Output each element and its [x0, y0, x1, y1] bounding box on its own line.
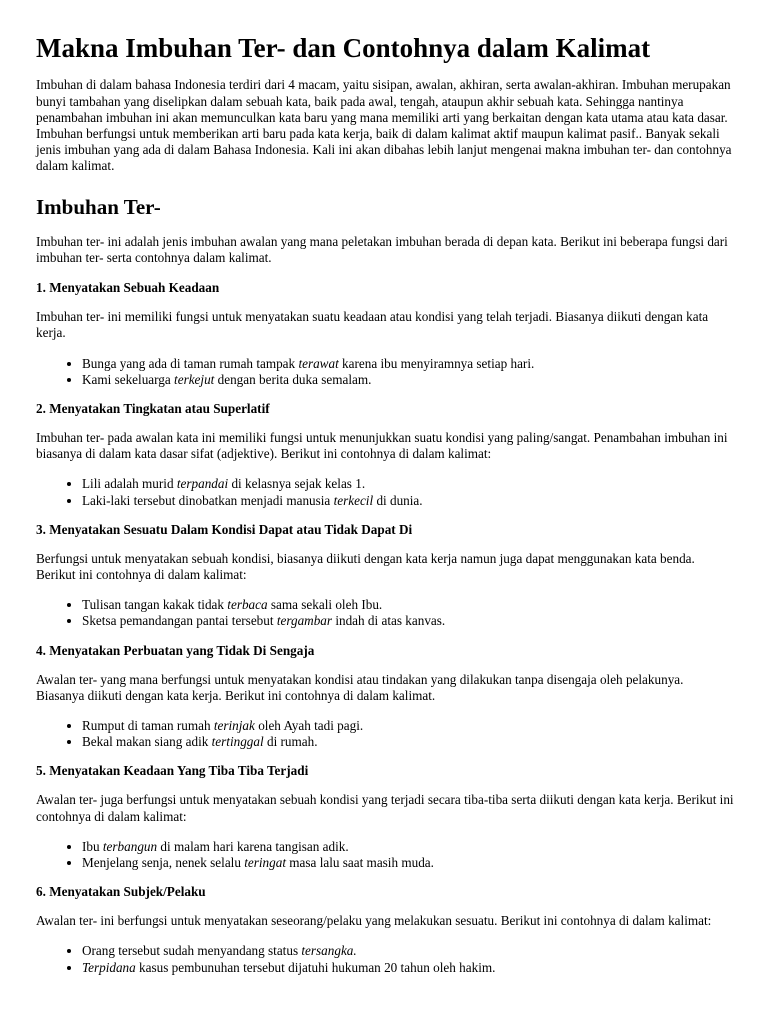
example-text-before: Bunga yang ada di taman rumah tampak: [82, 355, 299, 371]
example-text-after: di dunia.: [373, 492, 423, 508]
example-text-after: oleh Ayah tadi pagi.: [254, 718, 364, 734]
example-item: [82, 839, 734, 855]
example-text-before: Laki-laki tersebut dinobatkan menjadi manusia: [82, 492, 334, 508]
section-intro-paragraph: Imbuhan ter- ini adalah jenis imbuhan awalan yang mana peletakan imbuhan berada di depan kata. Berikut ini beberapa fungsi dari imbuhan ter- serta contohnya dalam kalimat.: [36, 233, 728, 265]
example-text-before: Tulisan tangan kakak tidak: [82, 597, 228, 613]
example-item: [82, 356, 734, 372]
example-text-after: di kelasnya sejak kelas 1.: [228, 476, 366, 492]
example-text-after: di rumah.: [263, 734, 318, 750]
example-item: [82, 718, 734, 734]
example-text-before: Kami sekeluarga: [82, 371, 175, 387]
example-text-after: indah di atas kanvas.: [332, 613, 446, 629]
example-text-after: masa lalu saat masih muda.: [286, 855, 434, 871]
example-keyword: terbangun: [102, 838, 158, 854]
example-item: [82, 943, 734, 959]
example-keyword: terpandai: [176, 476, 229, 492]
point-body: Awalan ter- yang mana berfungsi untuk menyatakan kondisi atau tindakan yang dilakukan tanpa disengaja oleh pelakunya. Biasanya diikuti dengan kata kerja. Berikut ini contohnya di dalam kalimat.: [36, 671, 684, 703]
example-item: [82, 855, 734, 871]
example-text-before: Sketsa pemandangan pantai tersebut: [82, 613, 277, 629]
example-keyword: terkejut: [174, 371, 215, 387]
point-body: Awalan ter- juga berfungsi untuk menyatakan sebuah kondisi yang terjadi secara tiba-tiba serta diikuti dengan kata kerja. Berikut ini contohnya di dalam kalimat:: [36, 792, 734, 824]
example-list: [36, 718, 734, 750]
example-item: [82, 597, 734, 613]
example-keyword: terinjak: [213, 718, 255, 734]
example-text-before: Orang tersebut sudah menyandang status: [82, 943, 302, 959]
point-heading: 3. Menyatakan Sesuatu Dalam Kondisi Dapat atau Tidak Dapat Di: [36, 521, 413, 537]
document-title: Makna Imbuhan Ter- dan Contohnya dalam Kalimat: [36, 33, 651, 63]
example-list: [36, 839, 734, 871]
example-text-after: kasus pembunuhan tersebut dijatuhi hukuman 20 tahun oleh hakim.: [135, 959, 496, 975]
example-text-after: sama sekali oleh Ibu.: [267, 597, 383, 613]
example-list: [36, 597, 734, 629]
example-text-after: karena ibu menyiramnya setiap hari.: [338, 355, 535, 371]
example-text-before: Bekal makan siang adik: [82, 734, 212, 750]
example-item: [82, 493, 734, 509]
point-heading: 1. Menyatakan Sebuah Keadaan: [36, 280, 220, 296]
example-text-before: Rumput di taman rumah: [82, 718, 214, 734]
intro-paragraph: Imbuhan di dalam bahasa Indonesia terdiri dari 4 macam, yaitu sisipan, awalan, akhiran, serta awalan-akhiran. Imbuhan merupakan bunyi tambahan yang diselipkan dalam sebuah kata, baik pada awal, tengah, ataupun akhir sebuah kata. Sehingga nantinya penambahan imbuhan ini akan memunculkan kata baru yang mana memiliki arti yang berkaitan dengan kata utama atau kata dasar. Imbuhan berfungsi untuk memberikan arti baru pada kata kerja, baik di dalam kalimat aktif maupun kalimat pasif.. Banyak sekali jenis imbuhan yang ada di dalam Bahasa Indonesia. Kali ini akan dibahas lebih lanjut mengenai makna imbuhan ter- dan contohnya dalam kalimat.: [36, 77, 732, 174]
example-keyword: terawat: [298, 355, 339, 371]
example-item: [82, 476, 734, 492]
example-keyword: tergambar: [276, 613, 333, 629]
point-body: Imbuhan ter- pada awalan kata ini memiliki fungsi untuk menunjukkan suatu kondisi yang paling/sangat. Penambahan imbuhan ini biasanya di dalam kata dasar sifat (adjektive). Berikut ini contohnya di dalam kalimat:: [36, 430, 728, 462]
example-text-after: dengan berita duka semalam.: [214, 371, 372, 387]
point-heading: 4. Menyatakan Perbuatan yang Tidak Di Sengaja: [36, 642, 315, 658]
example-keyword: Terpidana: [82, 959, 136, 975]
point-body: Awalan ter- ini berfungsi untuk menyatakan seseorang/pelaku yang melakukan sesuatu. Berikut ini contohnya di dalam kalimat:: [36, 913, 712, 929]
section-title: Imbuhan Ter-: [36, 194, 161, 219]
point-body: Imbuhan ter- ini memiliki fungsi untuk menyatakan suatu keadaan atau kondisi yang telah terjadi. Biasanya diikuti dengan kata kerja.: [36, 309, 709, 341]
example-keyword: terbaca: [227, 597, 268, 613]
point-heading: 6. Menyatakan Subjek/Pelaku: [36, 884, 206, 900]
point-heading: 2. Menyatakan Tingkatan atau Superlatif: [36, 401, 270, 417]
example-item: [82, 613, 734, 629]
point-heading: 5. Menyatakan Keadaan Yang Tiba Tiba Terjadi: [36, 763, 309, 779]
example-keyword: tertinggal: [211, 734, 264, 750]
example-keyword: teringat: [244, 855, 286, 871]
example-text-before: Ibu: [82, 838, 103, 854]
example-list: [36, 356, 734, 388]
example-item: [82, 734, 734, 750]
example-keyword: tersangka.: [301, 943, 357, 959]
example-item: [82, 960, 734, 976]
example-keyword: terkecil: [333, 492, 374, 508]
points-container: [36, 280, 734, 976]
example-text-before: Menjelang senja, nenek selalu: [82, 855, 245, 871]
example-item: [82, 372, 734, 388]
example-text-after: di malam hari karena tangisan adik.: [157, 838, 349, 854]
point-body: Berfungsi untuk menyatakan sebuah kondisi, biasanya diikuti dengan kata kerja namun juga dapat menggunakan kata benda. Berikut ini contohnya di dalam kalimat:: [36, 550, 695, 583]
example-list: [36, 476, 734, 508]
example-text-before: Lili adalah murid: [82, 476, 177, 492]
example-list: [36, 943, 734, 975]
